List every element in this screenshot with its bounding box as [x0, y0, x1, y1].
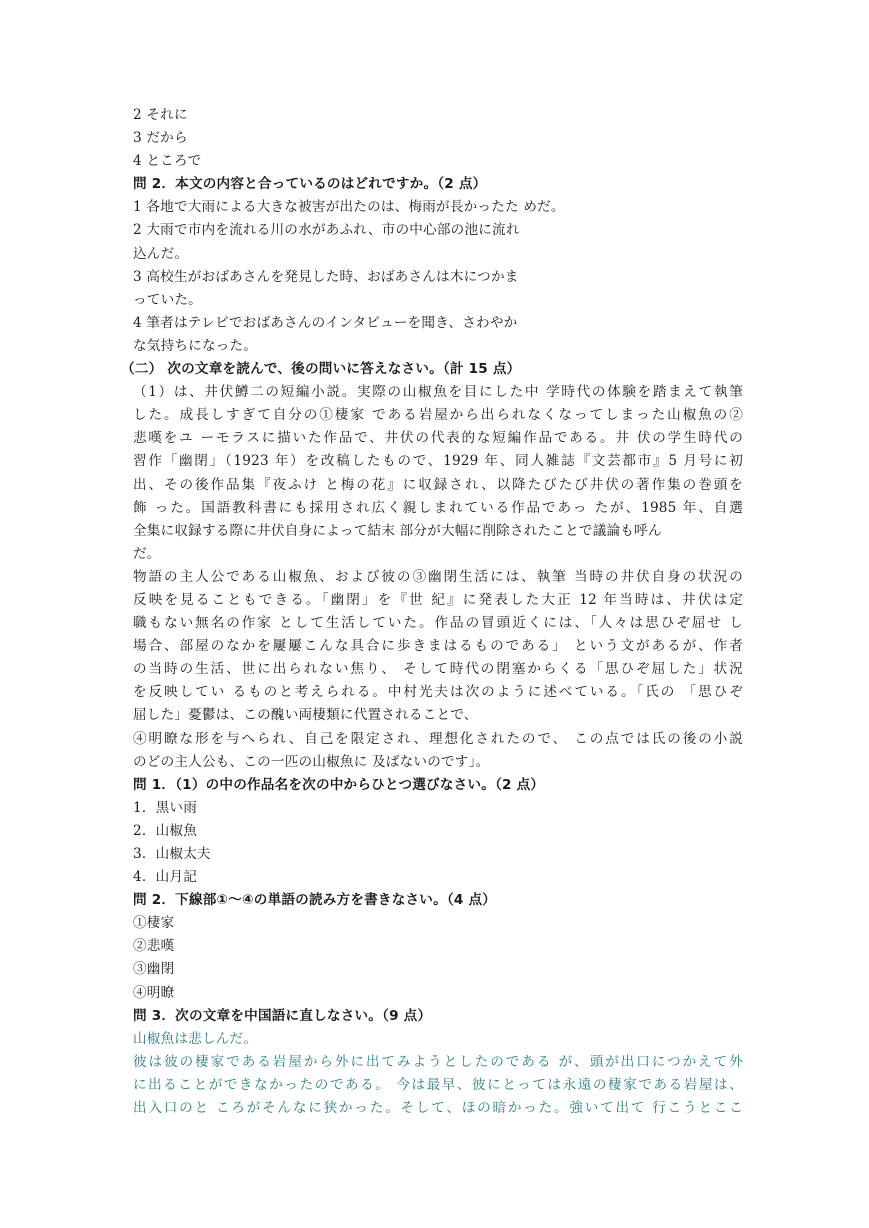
passage-line: 職もない無名の作家 として生活していた。作品の冒頭近くには、「人々は思ひぞ屈せ し	[133, 615, 743, 632]
question-title: 問 2．本文の内容と合っているのはどれですか。（2 点）	[133, 176, 487, 193]
option-line: 4 筆者はテレビでおばあさんのインタビューを聞き、さわやか	[133, 314, 518, 331]
passage-paragraph-2	[133, 566, 743, 774]
option-line: ④明瞭	[133, 984, 175, 1001]
option-line: 1．黒い雨	[133, 799, 198, 816]
passage-line: を反映してい るものと考えられる。中村光夫は次のように述べている。「氏の 「思ひぞ	[133, 684, 743, 701]
option-line: 3．山椒太夫	[133, 846, 211, 862]
option-line: な気持ちになった。	[133, 337, 258, 354]
passage-line: 飾 った。国語教科書にも採用され広く親しまれている作品であっ たが、1985 年、自選	[133, 499, 743, 516]
option-line: 込んだ。	[133, 245, 189, 262]
question-2	[133, 889, 743, 1004]
translation-line: 彼は彼の棲家である岩屋から外に出てみようとしたのである が、頭が出口につかえて外	[133, 1053, 743, 1070]
question-title: 問 2．下線部①～④の単語の読み方を書きなさい。（4 点）	[133, 892, 497, 909]
passage-line: の当時の生活、世に出られない焦り、 そして時代の閉塞からくる「思ひぞ屈した」状況	[133, 661, 743, 678]
option-line: ③幽閉	[133, 961, 175, 978]
option-line: 2 それに	[133, 107, 188, 123]
option-line: ②悲嘆	[133, 938, 175, 955]
question-title: 問 1．（1）の中の作品名を次の中からひとつ選びなさい。（2 点）	[133, 776, 545, 793]
passage-line: 習作「幽閉」（1923 年）を改稿したもので、1929 年、同人雑誌『文芸都市』5 月号に初	[133, 453, 743, 470]
option-line: 2 大雨で市内を流れる川の水があふれ、市の中心部の池に流れ	[133, 222, 520, 239]
option-line: ①棲家	[133, 915, 175, 932]
option-line: 4 ところで	[133, 153, 202, 170]
passage-line: 出、その後作品集『夜ふけ と梅の花』に収録され、以降たびたび井伏の著作集の巻頭を	[133, 476, 743, 493]
passage-line: 悲嘆をユ ーモラスに描いた作品で、井伏の代表的な短編作品である。井 伏の学生時代の	[133, 430, 743, 447]
passage-line: した。成長しすぎて自分の①棲家 である岩屋から出られなくなってしまった山椒魚の②	[133, 407, 743, 424]
option-line: 3 高校生がおばあさんを発見した時、おばあさんは木につかま	[133, 268, 519, 285]
passage-line: ④明瞭な形を与へられ、自己を限定され、理想化されたので、 この点では氏の後の小説	[133, 730, 743, 747]
passage-line: だ。	[133, 545, 161, 562]
option-line: っていた。	[133, 291, 202, 308]
passage-line: 全集に収録する際に井伏自身によって結末 部分が大幅に削除されたことで議論も呼ん	[133, 522, 662, 539]
question-1	[133, 774, 743, 889]
translation-line: 出入口のと ころがそんなに狭かった。そして、ほの暗かった。強いて出て 行こうとここ	[133, 1100, 743, 1117]
passage-paragraph-1	[133, 381, 743, 566]
passage-line: （1）は、井伏鱒二の短編小説。実際の山椒魚を目にした中 学時代の体験を踏まえて執筆	[133, 384, 743, 401]
question-2-previous	[133, 173, 743, 358]
document-page	[121, 104, 743, 1120]
passage-line: 反映を見ることもできる。「幽閉」を『世 紀』に発表した大正 12 年当時は、井伏は定	[133, 591, 743, 608]
option-line: 3 だから	[133, 130, 188, 147]
option-line: 1 各地で大雨による大きな被害が出たのは、梅雨が長かったた めだ。	[133, 199, 565, 216]
question-title: 問 3．次の文章を中国語に直しなさい。（9 点）	[133, 1007, 432, 1024]
translation-line: に出ることができなかったのである。 今は最早、彼にとっては永遠の棲家である岩屋は、	[133, 1076, 743, 1093]
passage-line: 場合、部屋のなかを屢屢こんな具合に歩きまはるものである」 という文があるが、作者	[133, 638, 743, 655]
translation-line: 山椒魚は悲しんだ。	[133, 1030, 258, 1047]
passage-line: 物語の主人公である山椒魚、および彼の③幽閉生活には、執筆 当時の井伏自身の状況の	[133, 568, 743, 585]
option-line: 4．山月記	[133, 869, 198, 886]
passage-line: 屈した」憂鬱は、この醜い両棲類に代置されることで、	[133, 707, 478, 724]
section-heading: （二） 次の文章を読んで、後の問いに答えなさい。（計 15 点）	[121, 361, 521, 378]
question-3	[133, 1005, 743, 1120]
passage-line: のどの主人公も、この一匹の山椒魚に 及ばないのです」。	[133, 753, 490, 770]
option-line: 2．山椒魚	[133, 822, 198, 839]
previous-question-options	[133, 104, 743, 173]
